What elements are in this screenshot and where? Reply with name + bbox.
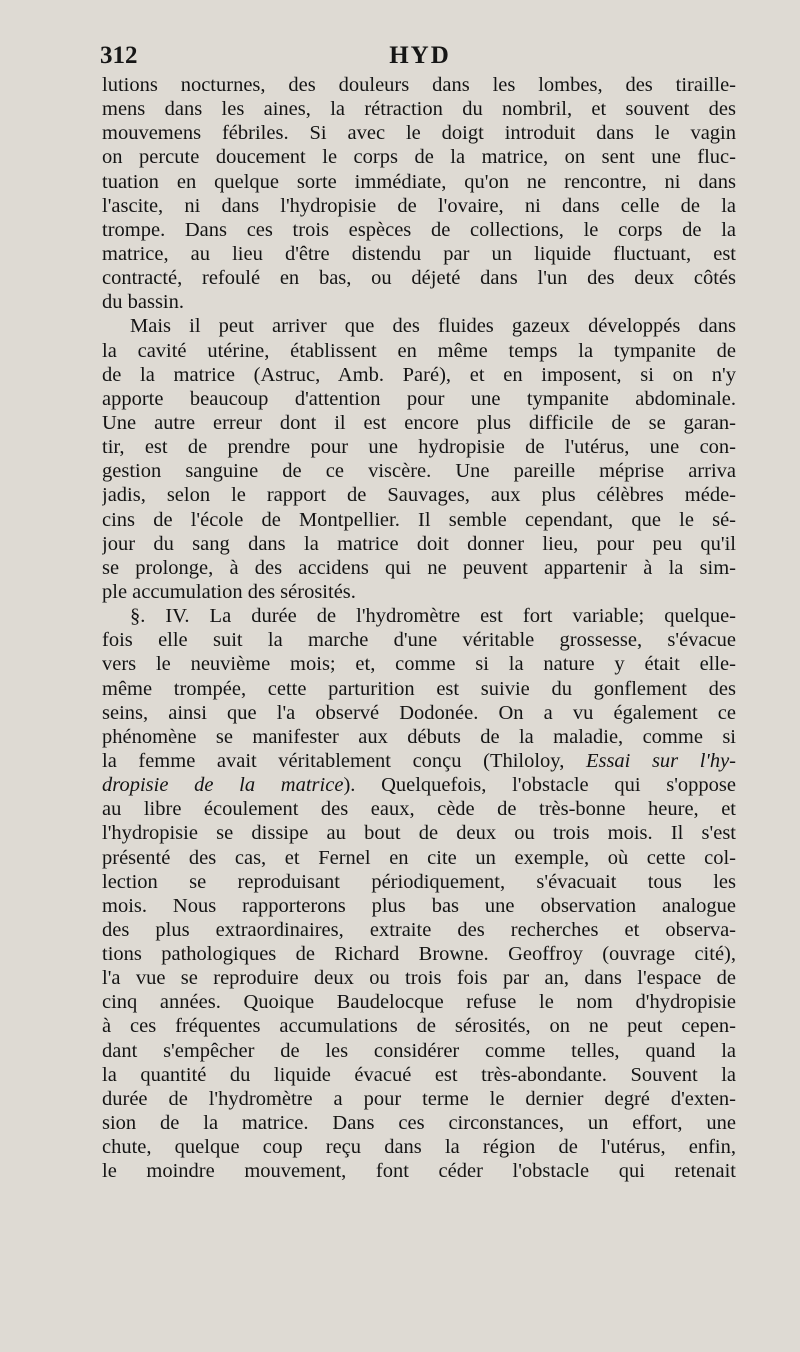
- text-line: [102, 1159, 736, 1183]
- line-text: cins de l'école de Montpellier. Il semble cependant, que le sé-: [102, 508, 736, 531]
- text-line: [102, 749, 736, 773]
- line-text: de la matrice (Astruc, Amb. Paré), et en imposent, si on n'y: [102, 363, 736, 386]
- text-line: [102, 218, 736, 242]
- text-line: [102, 97, 736, 121]
- text-line: [102, 387, 736, 411]
- line-text: jadis, selon le rapport de Sauvages, aux plus célèbres méde-: [102, 484, 736, 507]
- line-text: contracté, refoulé en bas, ou déjeté dans l'un des deux côtés: [102, 267, 736, 290]
- text-line: [102, 701, 736, 725]
- text-line: [102, 290, 736, 314]
- text-line: [102, 145, 736, 169]
- text-line: [102, 797, 736, 821]
- text-line: [102, 773, 736, 797]
- line-text: tir, est de prendre pour une hydropisie de l'utérus, une con-: [102, 436, 736, 459]
- line-italic-text: Essai sur l'hy-: [585, 749, 736, 772]
- text-line: [102, 314, 736, 338]
- text-line: [102, 846, 736, 870]
- text-line: [102, 942, 736, 966]
- line-text: au libre écoulement des eaux, cède de très-bonne heure, et: [102, 798, 736, 821]
- line-text: dant s'empêcher de les considérer comme telles, quand la: [102, 1039, 736, 1062]
- text-line: [102, 121, 736, 145]
- line-text: vers le neuvième mois; et, comme si la nature y était elle-: [102, 653, 736, 676]
- line-text: la quantité du liquide évacué est très-abondante. Souvent la: [102, 1063, 736, 1086]
- line-text: des plus extraordinaires, extraite des recherches et observa-: [102, 918, 736, 941]
- line-text: lutions nocturnes, des douleurs dans les lombes, des tiraille-: [102, 74, 736, 96]
- line-text: seins, ainsi que l'a observé Dodonée. On a vu également ce: [102, 701, 736, 724]
- text-line: [102, 1111, 736, 1135]
- text-line: [102, 532, 736, 556]
- page-number: 312: [100, 42, 138, 69]
- text-line: [102, 194, 736, 218]
- text-line: [102, 435, 736, 459]
- page-header: [100, 42, 740, 74]
- text-line: [102, 580, 736, 604]
- line-text: apporte beaucoup d'attention pour une tympanite abdominale.: [102, 387, 736, 410]
- text-line: [102, 604, 736, 628]
- line-text: ple accumulation des sérosités.: [102, 580, 356, 603]
- line-text: mouvemens fébriles. Si avec le doigt introduit dans le vagin: [102, 122, 736, 145]
- line-text: même trompée, cette parturition est suivie du gonflement des: [102, 677, 736, 700]
- text-line: [102, 459, 736, 483]
- text-line: [102, 918, 736, 942]
- text-line: [102, 725, 736, 749]
- line-text: présenté des cas, et Fernel en cite un exemple, où cette col-: [102, 846, 736, 869]
- text-line: [102, 870, 736, 894]
- line-text: l'hydropisie se dissipe au bout de deux ou trois mois. Il s'est: [102, 822, 736, 845]
- running-head: HYD: [389, 42, 451, 69]
- line-text: jour du sang dans la matrice doit donner lieu, pour peu qu'il: [102, 532, 736, 555]
- text-line: [102, 508, 736, 532]
- line-text: la cavité utérine, établissent en même temps la tympanite de: [102, 339, 736, 362]
- line-text: l'ascite, ni dans l'hydropisie de l'ovaire, ni dans celle de la: [102, 194, 736, 217]
- text-line: [102, 170, 736, 194]
- line-text: gestion sanguine de ce viscère. Une pareille méprise arriva: [102, 460, 736, 483]
- line-text: du bassin.: [102, 291, 184, 314]
- text-line: [102, 1039, 736, 1063]
- line-text: durée de l'hydromètre a pour terme le dernier degré d'exten-: [102, 1087, 736, 1110]
- text-line: [102, 483, 736, 507]
- line-text: tions pathologiques de Richard Browne. Geoffroy (ouvrage cité),: [102, 943, 736, 966]
- body-text: [102, 73, 736, 1183]
- text-line: [102, 411, 736, 435]
- text-line: [102, 966, 736, 990]
- line-text: phénomène se manifester aux débuts de la maladie, comme si: [102, 725, 736, 748]
- line-text: on percute doucement le corps de la matrice, on sent une fluc-: [102, 146, 736, 169]
- text-line: [102, 242, 736, 266]
- text-line: [102, 556, 736, 580]
- text-line: [102, 652, 736, 676]
- text-line: [102, 1135, 736, 1159]
- text-line: [102, 628, 736, 652]
- text-line: [102, 894, 736, 918]
- text-line: [102, 990, 736, 1014]
- line-text: cinq années. Quoique Baudelocque refuse le nom d'hydropisie: [102, 991, 736, 1014]
- text-line: [102, 73, 736, 97]
- line-text: mois. Nous rapporterons plus bas une observation analogue: [102, 894, 736, 917]
- line-text: la femme avait véritablement conçu (Thiloloy,: [102, 749, 586, 772]
- line-text: matrice, au lieu d'être distendu par un liquide fluctuant, est: [102, 242, 736, 265]
- line-text: à ces fréquentes accumulations de sérosités, on ne peut cepen-: [102, 1015, 736, 1038]
- text-line: [102, 339, 736, 363]
- line-text: le moindre mouvement, font céder l'obstacle qui retenait: [102, 1160, 736, 1183]
- text-line: [102, 1014, 736, 1038]
- line-text: mens dans les aines, la rétraction du nombril, et souvent des: [102, 98, 736, 121]
- line-text: fois elle suit la marche d'une véritable grossesse, s'évacue: [102, 629, 736, 652]
- line-text: sion de la matrice. Dans ces circonstances, un effort, une: [102, 1112, 736, 1135]
- line-text: chute, quelque coup reçu dans la région de l'utérus, enfin,: [102, 1136, 736, 1159]
- line-text: se prolonge, à des accidens qui ne peuvent appartenir à la sim-: [102, 556, 736, 579]
- text-line: [102, 363, 736, 387]
- line-text: Une autre erreur dont il est encore plus difficile de se garan-: [102, 411, 736, 434]
- line-text: tuation en quelque sorte immédiate, qu'on ne rencontre, ni dans: [102, 170, 736, 193]
- text-line: [102, 266, 736, 290]
- line-text-after: ). Quelquefois, l'obstacle qui s'oppose: [343, 774, 736, 797]
- text-line: [102, 1087, 736, 1111]
- text-line: [102, 1063, 736, 1087]
- line-text: §. IV. La durée de l'hydromètre est fort variable; quelque-: [130, 605, 736, 628]
- line-text: trompe. Dans ces trois espèces de collections, le corps de la: [102, 218, 736, 241]
- line-italic-text: dropisie de la matrice: [102, 774, 344, 797]
- text-line: [102, 821, 736, 845]
- line-text: Mais il peut arriver que des fluides gazeux développés dans: [130, 315, 736, 338]
- text-line: [102, 677, 736, 701]
- line-text: lection se reproduisant périodiquement, s'évacuait tous les: [102, 870, 736, 893]
- line-text: l'a vue se reproduire deux ou trois fois par an, dans l'espace de: [102, 967, 736, 990]
